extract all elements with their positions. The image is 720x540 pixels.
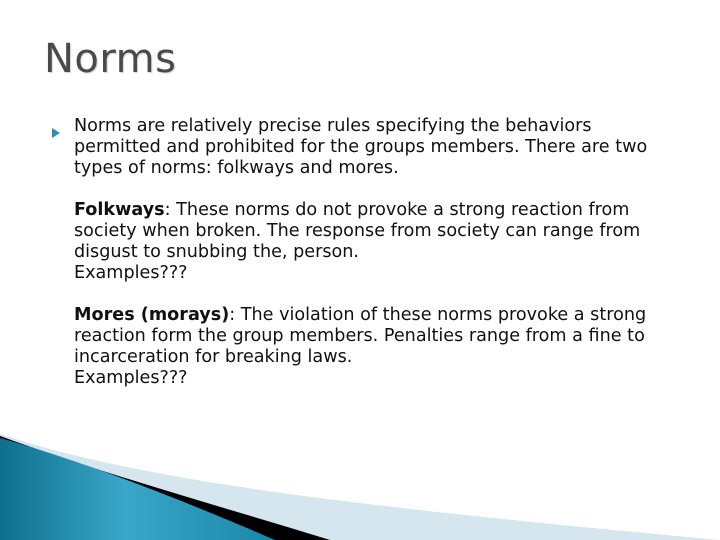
mores-term: Mores (morays) xyxy=(74,305,230,325)
slide-title: Norms xyxy=(44,36,177,82)
folkways-paragraph xyxy=(74,200,682,284)
mores-paragraph xyxy=(74,305,682,389)
intro-paragraph xyxy=(74,116,682,179)
intro-text: Norms are relatively precise rules specifying the behaviors permitted and prohibited for the groups members. There are two types of norms: folkways and mores. xyxy=(74,116,648,178)
mores-text: : The violation of these norms provoke a strong reaction form the group members. Penalties range from a fine to incarceration for breaking laws. xyxy=(74,305,647,367)
decorative-wave xyxy=(0,420,720,540)
bullet-body xyxy=(74,116,682,410)
triangle-right-icon xyxy=(52,116,74,142)
slide-content xyxy=(52,116,682,410)
folkways-examples: Examples??? xyxy=(74,263,188,283)
bullet-item xyxy=(52,116,682,410)
folkways-text: : These norms do not provoke a strong reaction from society when broken. The response from society can range from disgust to snubbing the, person. xyxy=(74,200,641,262)
mores-examples: Examples??? xyxy=(74,368,188,388)
folkways-term: Folkways xyxy=(74,200,165,220)
